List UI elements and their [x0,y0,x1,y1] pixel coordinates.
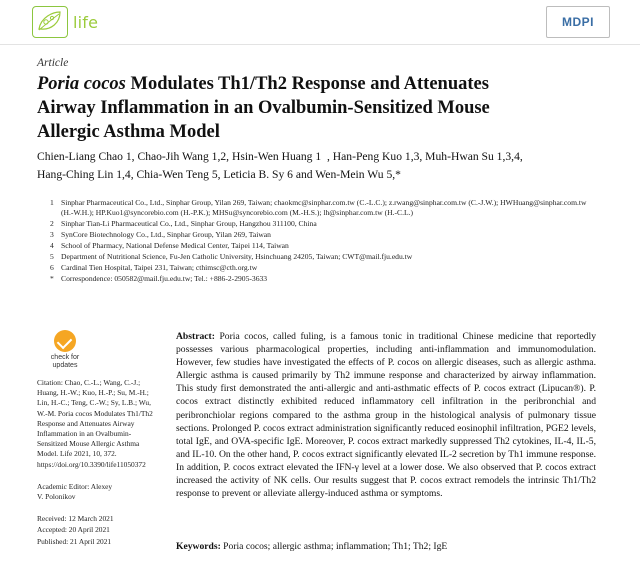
metadata-sidebar [37,330,159,548]
affiliation-number: 6 [50,262,54,272]
publisher-label: MDPI [562,15,594,29]
title-line-2: Airway Inflammation in an Ovalbumin-Sensitized Mouse [37,98,490,118]
page-title [37,72,597,144]
academic-editor-line-1: Academic Editor: Alexey [37,481,113,491]
journal-name: life [73,12,99,32]
affiliation-item [50,263,595,273]
received-date: Received: 12 March 2021 [37,514,114,524]
publication-dates [37,514,159,547]
author-list [37,148,597,184]
affiliation-item [50,252,595,262]
affiliation-text: Cardinal Tien Hospital, Taipei 231, Taiwan; cthimsc@cth.org.tw [61,262,258,272]
academic-editor [37,482,159,502]
title-species-name: Poria cocos [37,74,126,94]
citation-block: Citation: Chao, C.-L.; Wang, C.-J.; Huang, H.-W.; Kuo, H.-P.; Su, M.-H.; Lin, H.-C.; Teng, C.-W.; Sy, L.B.; Wu, W.-M. Poria cocos Modulates Th1/Th2 Response and Attenuates Airway Inflammation in an Ovalbumin-Sensitized Mouse Allergic Asthma Model. Life 2021, 10, 372. https://doi.org/10.3390/life11050372 [37,378,153,469]
affiliation-item [50,230,595,240]
accepted-date: Accepted: 20 April 2021 [37,525,110,535]
check-icon [54,330,76,352]
abstract-section [176,330,596,500]
keywords-text: Poria cocos; allergic asthma; inflammation; Th1; Th2; IgE [223,541,448,552]
affiliation-text: Department of Nutritional Science, Fu-Jen Catholic University, Hsinchuang 24205, Taiwan; CWT@mail.fju.edu.tw [61,252,413,262]
affiliation-number: 1 [50,198,54,207]
abstract-label: Abstract: [176,331,215,342]
correspondence-text: Correspondence: 050582@mail.fju.edu.tw; Tel.: +886-2-2905-3633 [61,273,268,283]
keywords-section [176,540,596,553]
affiliation-text: SynCore Biotechnology Co., Ltd., Sinphar Group, Yilan 269, Taiwan [61,230,271,240]
affiliation-number: 5 [50,252,54,262]
page-header [0,0,640,45]
affiliation-item [50,274,595,284]
author-line-1: Chien-Liang Chao 1, Chao-Jih Wang 1,2, Hsin-Wen Huang 1 , Han-Peng Kuo 1,3, Muh-Hwan Su 1,3,4, [37,150,523,163]
affiliation-text: School of Pharmacy, National Defense Medical Center, Taipei 114, Taiwan [61,241,289,251]
abstract-text: Poria cocos, called fuling, is a famous tonic in traditional Chinese medicine that reportedly possesses various pharmacological properties, including anti-inflammation and immunomodulation. However, few studies have investigated the effects of P. cocos on allergic diseases, such as allergic asthma. Allergic asthma is caused primarily by Th2 immune response and characterized by airway inflammation. This study first demonstrated the anti-allergic and anti-asthmatic effects of P. cocos extract (Lipucan®). P. cocos extract distinctly exhibited reduced inflammatory cell infiltration in the peribronchial and peribronchiolar regions compared to the asthma group in the histological analysis of pulmonary tissue sections. Prolonged P. cocos extract administration significantly reduced eosinophil infiltration, PGE2 levels, total IgE, and OVA-specific IgE. Moreover, P. cocos extract markedly suppressed Th2 cytokines, IL-4, IL-5, and IL-10. On the other hand, P. cocos extract significantly elevated IL-2 secretion by Th1 immune response. In addition, P. cocos extract elevated the IFN-γ level at a lower dose. We also observed that P. cocos extract increased the activity of NK cells. Our results suggest that P. cocos extract remodels the intrinsic Th1/Th2 response to prevent or alleviate allergy-induced asthma or symptoms. [176,331,596,500]
title-line-3: Allergic Asthma Model [37,122,220,142]
affiliation-number: * [50,273,54,283]
affiliation-number: 4 [50,241,54,251]
affiliation-list [50,198,595,285]
crossmark-line-1: check for [50,354,80,361]
keywords-label: Keywords: [176,541,221,552]
crossmark-badge[interactable] [37,330,93,370]
article-type: Article [37,57,69,69]
journal-logo [32,6,98,38]
published-date: Published: 21 April 2021 [37,536,112,546]
affiliation-item [50,241,595,251]
affiliation-text: Sinphar Pharmaceutical Co., Ltd., Sinphar Group, Yilan 269, Taiwan; chaokmc@sinphar.com.tw (C.-L.C.); z.rwang@sinphar.com.tw (C.-J.W.); HWHuang@sinphar.com.tw (H.-W.H.); HP.Kuo1@syncorebio.com (H.-P.K.); MHSu@syncorebio.com (M.-H.S.); lh@sinphar.com.tw (H.-C.L.) [61,198,587,218]
crossmark-line-2: updates [52,362,78,369]
title-line-1: Modulates Th1/Th2 Response and Attenuates [125,74,489,94]
author-line-2: Hang-Ching Lin 1,4, Chia-Wen Teng 5, Leticia B. Sy 6 and Wen-Mein Wu 5,* [37,168,401,181]
affiliation-text: Sinphar Tian-Li Pharmaceutical Co., Ltd., Sinphar Group, Hangzhou 311100, China [61,219,317,229]
publisher-logo [546,6,610,38]
leaf-logo-icon [32,6,68,38]
affiliation-number: 2 [50,219,54,229]
affiliation-item [50,219,595,229]
affiliation-item [50,198,595,219]
affiliation-number: 3 [50,230,54,240]
academic-editor-line-2: V. Polonikov [37,492,76,502]
